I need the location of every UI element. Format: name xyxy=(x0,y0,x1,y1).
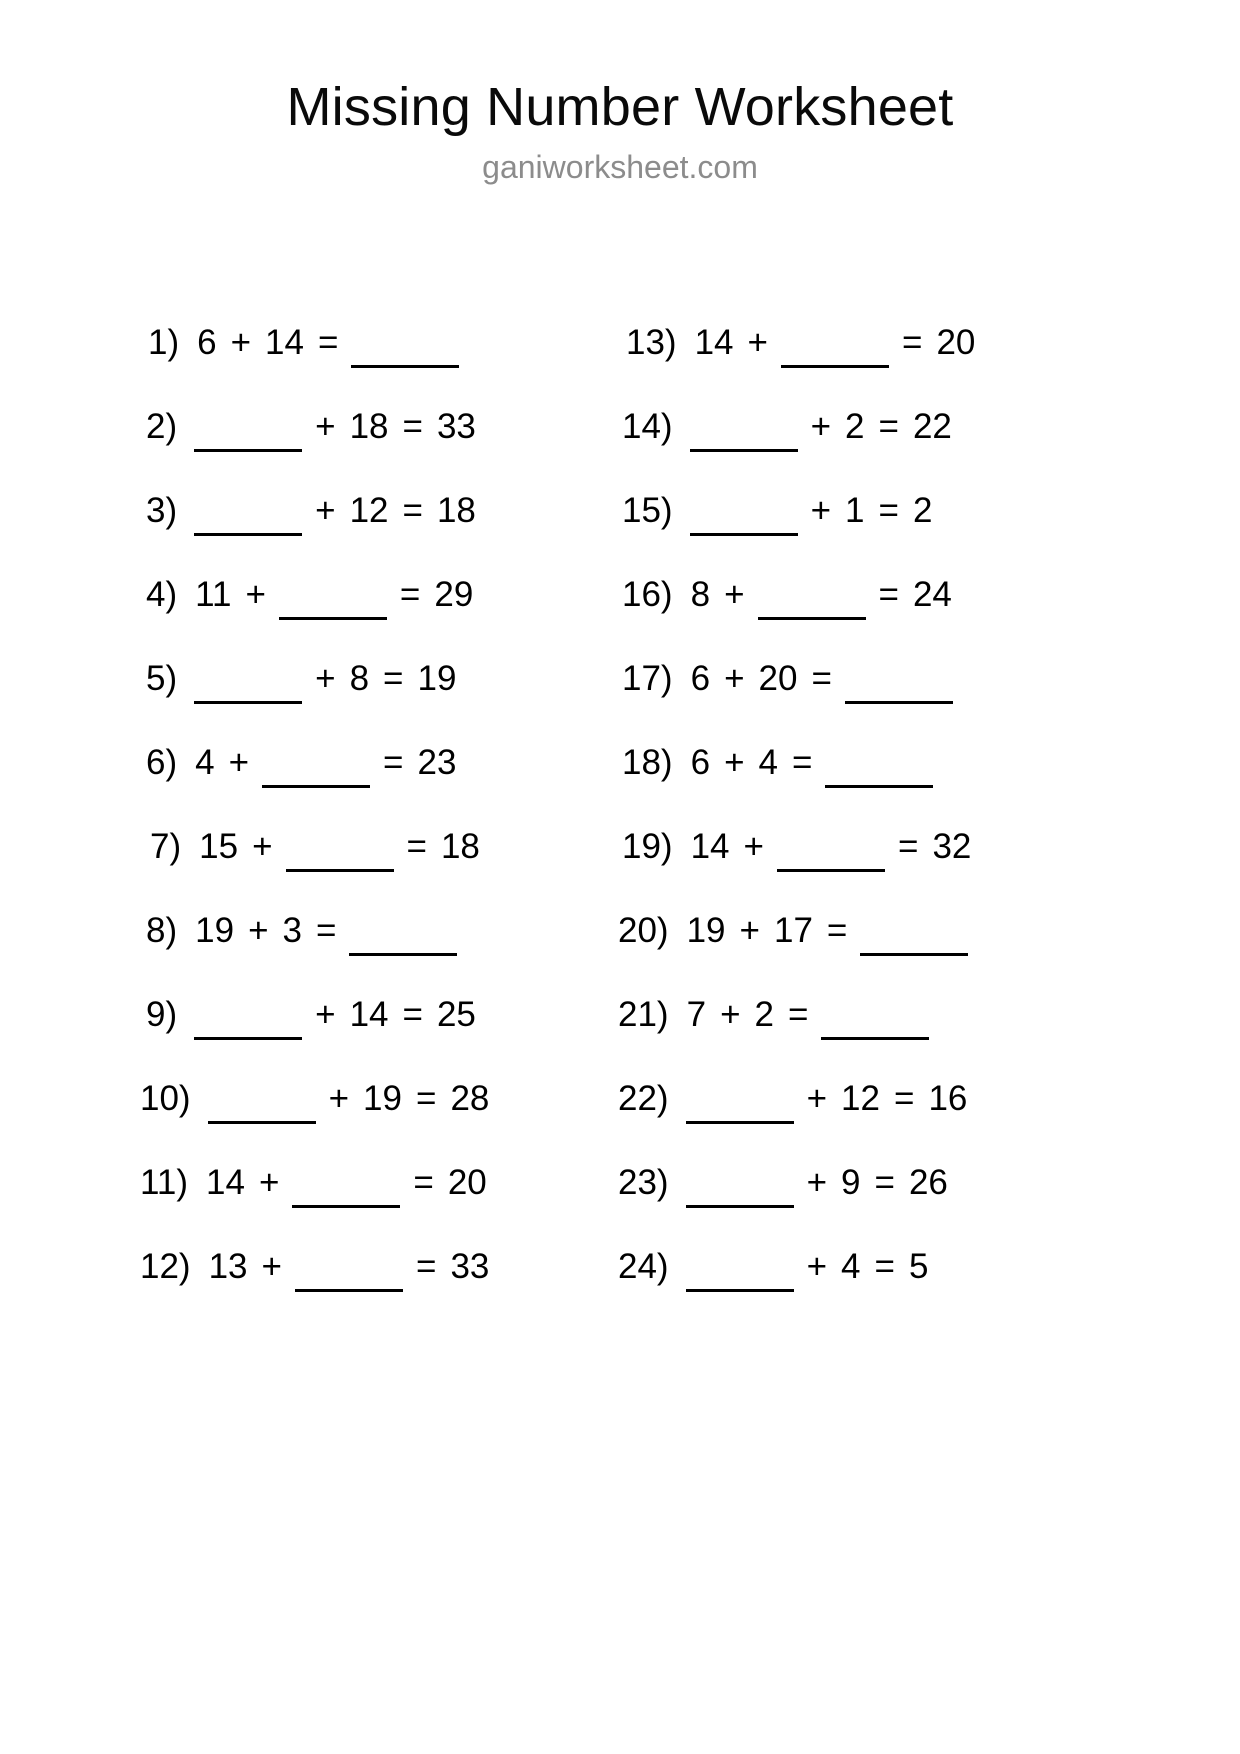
operand-result: 25 xyxy=(436,994,476,1034)
problem-item xyxy=(610,1056,1060,1140)
answer-blank-a[interactable] xyxy=(194,419,302,452)
answer-blank-a[interactable] xyxy=(686,1175,794,1208)
answer-blank-a[interactable] xyxy=(208,1091,316,1124)
operand-a: 14 xyxy=(206,1162,245,1202)
equals-sign: = xyxy=(406,826,427,866)
operand-b: 14 xyxy=(265,322,304,362)
operand-a: 19 xyxy=(686,910,726,950)
equals-sign: = xyxy=(791,742,813,782)
problem-number: 8) xyxy=(146,910,178,950)
problem-number: 18) xyxy=(622,742,673,782)
operand-result: 28 xyxy=(450,1078,490,1118)
worksheet-header xyxy=(0,0,1240,186)
problem-item xyxy=(140,300,590,384)
operand-b: 19 xyxy=(363,1078,402,1118)
problem-number: 13) xyxy=(626,322,677,362)
problem-item xyxy=(610,1224,1060,1308)
operand-a: 4 xyxy=(195,742,215,782)
plus-sign: + xyxy=(252,826,273,866)
operand-a: 6 xyxy=(690,742,711,782)
operand-result: 23 xyxy=(417,742,457,782)
plus-sign: + xyxy=(315,406,336,446)
answer-blank-a[interactable] xyxy=(686,1091,794,1124)
problem-item xyxy=(140,636,590,720)
problem-number: 12) xyxy=(140,1246,191,1286)
operand-result: 18 xyxy=(440,826,480,866)
problem-number: 11) xyxy=(140,1162,188,1202)
operand-b: 12 xyxy=(349,490,389,530)
operand-a: 14 xyxy=(690,826,730,866)
equals-sign: = xyxy=(826,910,848,950)
answer-blank-a[interactable] xyxy=(194,671,302,704)
answer-blank-b[interactable] xyxy=(777,839,885,872)
operand-b: 2 xyxy=(754,994,774,1034)
plus-sign: + xyxy=(315,994,336,1034)
operand-a: 19 xyxy=(195,910,235,950)
answer-blank-result[interactable] xyxy=(860,923,968,956)
operand-result: 20 xyxy=(936,322,976,362)
equals-sign: = xyxy=(402,490,423,530)
problem-number: 14) xyxy=(622,406,673,446)
problem-item xyxy=(610,972,1060,1056)
operand-b: 2 xyxy=(845,406,865,446)
problem-item xyxy=(140,888,590,972)
plus-sign: + xyxy=(315,658,336,698)
equals-sign: = xyxy=(874,1162,895,1202)
problem-number: 15) xyxy=(622,490,673,530)
problem-number: 24) xyxy=(618,1246,669,1286)
operand-result: 29 xyxy=(434,574,474,614)
problem-item xyxy=(610,468,1060,552)
plus-sign: + xyxy=(806,1162,828,1202)
equals-sign: = xyxy=(878,574,899,614)
plus-sign: + xyxy=(747,322,768,362)
problem-item xyxy=(610,888,1060,972)
operand-result: 24 xyxy=(912,574,952,614)
plus-sign: + xyxy=(245,574,266,614)
problem-number: 22) xyxy=(618,1078,669,1118)
problem-item xyxy=(140,1056,590,1140)
problem-list xyxy=(0,300,1240,1308)
equals-sign: = xyxy=(415,1078,437,1118)
problem-number: 17) xyxy=(622,658,673,698)
answer-blank-b[interactable] xyxy=(758,587,866,620)
operand-a: 6 xyxy=(690,658,711,698)
answer-blank-result[interactable] xyxy=(821,1007,929,1040)
plus-sign: + xyxy=(328,1078,350,1118)
plus-sign: + xyxy=(810,490,832,530)
operand-result: 19 xyxy=(417,658,457,698)
equals-sign: = xyxy=(402,994,423,1034)
problem-number: 10) xyxy=(140,1078,191,1118)
operand-result: 16 xyxy=(928,1078,968,1118)
operand-b: 9 xyxy=(841,1162,861,1202)
problem-item xyxy=(610,804,1060,888)
plus-sign: + xyxy=(261,1246,282,1286)
answer-blank-a[interactable] xyxy=(194,1007,302,1040)
problem-item xyxy=(610,720,1060,804)
problem-item xyxy=(610,636,1060,720)
equals-sign: = xyxy=(315,910,337,950)
plus-sign: + xyxy=(258,1162,280,1202)
operand-b: 3 xyxy=(282,910,302,950)
answer-blank-a[interactable] xyxy=(690,503,798,536)
problem-number: 9) xyxy=(146,994,178,1034)
equals-sign: = xyxy=(878,406,899,446)
page-title: Missing Number Worksheet xyxy=(286,77,954,137)
plus-sign: + xyxy=(248,910,269,950)
operand-result: 22 xyxy=(912,406,952,446)
problem-item xyxy=(140,972,590,1056)
plus-sign: + xyxy=(724,742,745,782)
problem-number: 20) xyxy=(618,910,669,950)
problem-number: 19) xyxy=(622,826,673,866)
problem-number: 5) xyxy=(146,658,178,698)
plus-sign: + xyxy=(806,1246,828,1286)
answer-blank-b[interactable] xyxy=(292,1175,400,1208)
plus-sign: + xyxy=(810,406,832,446)
equals-sign: = xyxy=(874,1246,895,1286)
problem-item xyxy=(140,1224,590,1308)
operand-result: 18 xyxy=(436,490,476,530)
answer-blank-b[interactable] xyxy=(279,587,387,620)
problem-item xyxy=(610,300,1060,384)
problem-item xyxy=(140,720,590,804)
answer-blank-result[interactable] xyxy=(825,755,933,788)
problem-item xyxy=(610,384,1060,468)
equals-sign: = xyxy=(383,658,404,698)
answer-blank-b[interactable] xyxy=(295,1259,403,1292)
operand-a: 15 xyxy=(199,826,239,866)
problem-item xyxy=(140,1140,590,1224)
problem-number: 21) xyxy=(618,994,669,1034)
plus-sign: + xyxy=(228,742,250,782)
plus-sign: + xyxy=(724,658,745,698)
operand-a: 7 xyxy=(686,994,707,1034)
operand-a: 6 xyxy=(197,322,217,362)
problem-number: 23) xyxy=(618,1162,669,1202)
operand-b: 4 xyxy=(758,742,778,782)
operand-result: 33 xyxy=(450,1246,490,1286)
operand-a: 11 xyxy=(195,574,232,614)
equals-sign: = xyxy=(415,1246,437,1286)
operand-b: 20 xyxy=(758,658,798,698)
plus-sign: + xyxy=(739,910,760,950)
equals-sign: = xyxy=(399,574,421,614)
problem-number: 4) xyxy=(146,574,178,614)
answer-blank-a[interactable] xyxy=(194,503,302,536)
operand-b: 14 xyxy=(349,994,389,1034)
equals-sign: = xyxy=(901,322,923,362)
operand-b: 17 xyxy=(773,910,813,950)
answer-blank-a[interactable] xyxy=(686,1259,794,1292)
operand-result: 32 xyxy=(932,826,972,866)
operand-a: 13 xyxy=(208,1246,248,1286)
problem-number: 3) xyxy=(146,490,178,530)
operand-b: 18 xyxy=(349,406,389,446)
problem-item xyxy=(140,468,590,552)
plus-sign: + xyxy=(230,322,252,362)
problem-item xyxy=(140,552,590,636)
problem-number: 2) xyxy=(146,406,178,446)
equals-sign: = xyxy=(413,1162,434,1202)
problem-number: 7) xyxy=(150,826,182,866)
plus-sign: + xyxy=(724,574,745,614)
plus-sign: + xyxy=(720,994,741,1034)
equals-sign: = xyxy=(317,322,339,362)
plus-sign: + xyxy=(806,1078,828,1118)
problem-item xyxy=(140,384,590,468)
equals-sign: = xyxy=(897,826,919,866)
problem-number: 1) xyxy=(148,322,180,362)
answer-blank-b[interactable] xyxy=(781,335,889,368)
answer-blank-result[interactable] xyxy=(349,923,457,956)
left-column xyxy=(140,300,590,1308)
operand-result: 20 xyxy=(447,1162,487,1202)
equals-sign: = xyxy=(878,490,899,530)
answer-blank-a[interactable] xyxy=(690,419,798,452)
plus-sign: + xyxy=(743,826,764,866)
equals-sign: = xyxy=(787,994,809,1034)
operand-a: 14 xyxy=(694,322,734,362)
answer-blank-result[interactable] xyxy=(845,671,953,704)
operand-a: 8 xyxy=(690,574,711,614)
answer-blank-result[interactable] xyxy=(351,335,459,368)
answer-blank-b[interactable] xyxy=(262,755,370,788)
operand-result: 26 xyxy=(908,1162,948,1202)
plus-sign: + xyxy=(315,490,336,530)
problem-item xyxy=(610,552,1060,636)
problem-item xyxy=(610,1140,1060,1224)
operand-b: 1 xyxy=(845,490,865,530)
operand-result: 5 xyxy=(908,1246,929,1286)
problem-number: 6) xyxy=(146,742,178,782)
problem-item xyxy=(140,804,590,888)
equals-sign: = xyxy=(402,406,423,446)
equals-sign: = xyxy=(811,658,832,698)
operand-b: 4 xyxy=(841,1246,861,1286)
problem-number: 16) xyxy=(622,574,673,614)
operand-result: 2 xyxy=(912,490,933,530)
site-attribution: ganiworksheet.com xyxy=(482,149,758,186)
operand-b: 8 xyxy=(349,658,370,698)
equals-sign: = xyxy=(383,742,404,782)
operand-result: 33 xyxy=(436,406,476,446)
right-column xyxy=(610,300,1060,1308)
operand-b: 12 xyxy=(841,1078,880,1118)
equals-sign: = xyxy=(893,1078,915,1118)
answer-blank-b[interactable] xyxy=(286,839,394,872)
